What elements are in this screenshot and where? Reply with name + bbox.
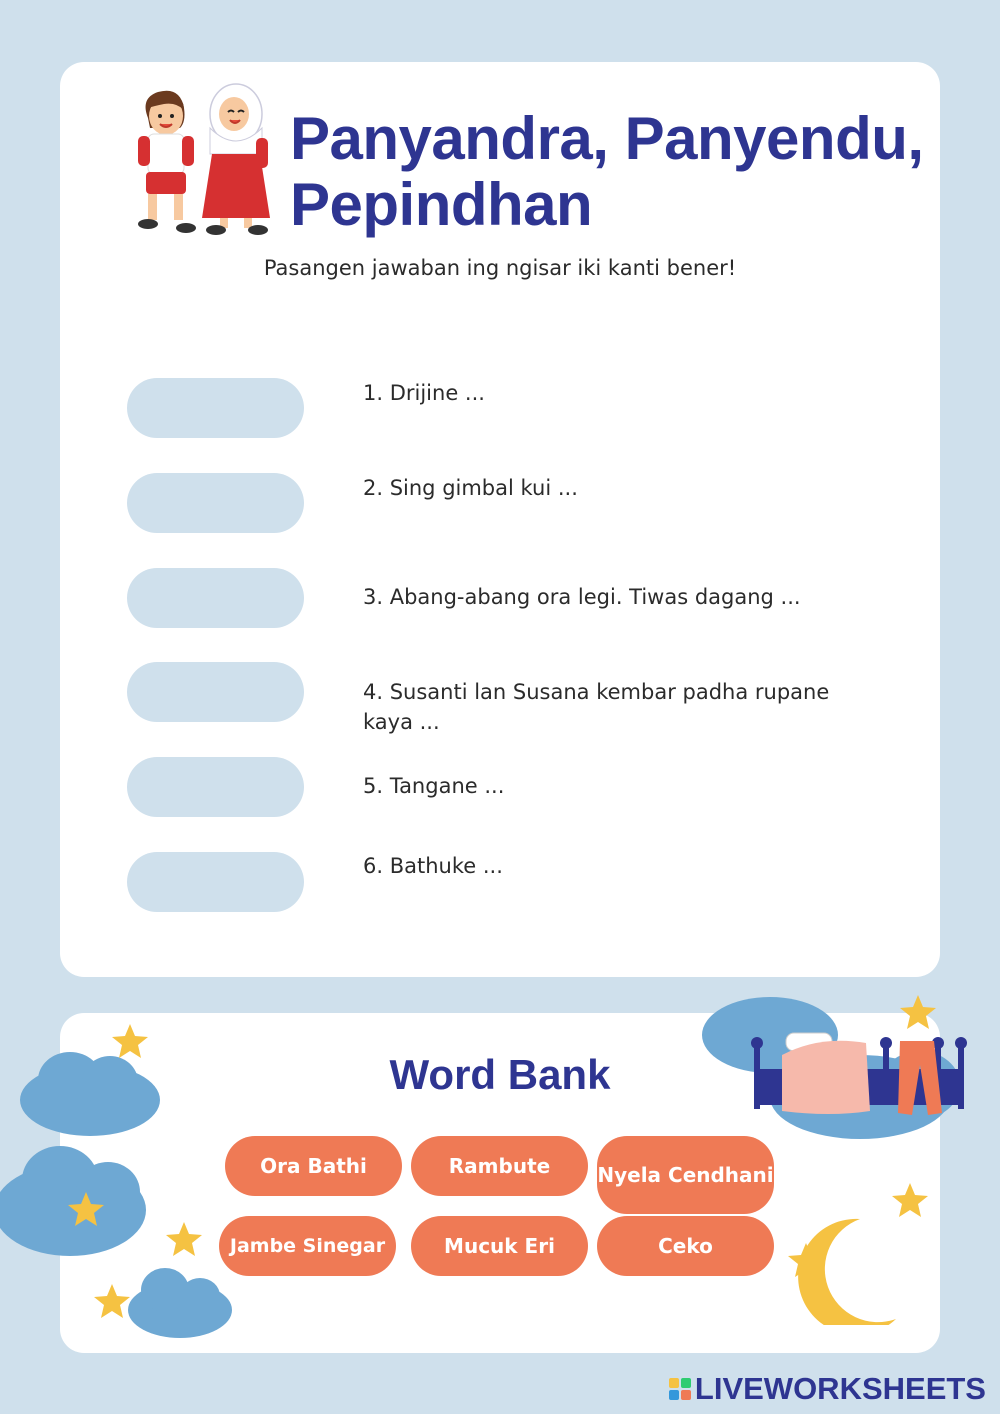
question-6: 6. Bathuke ... bbox=[363, 854, 503, 878]
star-icon bbox=[900, 995, 936, 1029]
girl-figure bbox=[202, 84, 270, 235]
star-icon bbox=[166, 1222, 202, 1256]
liveworksheets-logo-icon bbox=[669, 1378, 691, 1400]
word-chip-5[interactable]: Mucuk Eri bbox=[411, 1216, 588, 1276]
star-icon bbox=[892, 1183, 928, 1217]
liveworksheets-logo[interactable] bbox=[669, 1371, 986, 1407]
answer-input-6[interactable] bbox=[127, 852, 304, 912]
answer-input-5[interactable] bbox=[127, 757, 304, 817]
footer-brand-text: LIVEWORKSHEETS bbox=[694, 1371, 986, 1406]
word-bank-title: Word Bank bbox=[389, 1051, 611, 1098]
word-chip-6[interactable]: Ceko bbox=[597, 1216, 774, 1276]
question-5: 5. Tangane ... bbox=[363, 774, 505, 798]
boy-figure bbox=[138, 91, 196, 233]
cloud-icon bbox=[0, 1146, 146, 1256]
word-chip-3[interactable]: Nyela Cendhani bbox=[597, 1136, 774, 1214]
school-kids-illustration bbox=[120, 78, 280, 240]
star-icon bbox=[94, 1284, 130, 1318]
moon-icon bbox=[798, 1219, 896, 1325]
question-1: 1. Drijine ... bbox=[363, 381, 485, 405]
word-chip-4[interactable]: Jambe Sinegar bbox=[219, 1216, 396, 1276]
word-chip-2[interactable]: Rambute bbox=[411, 1136, 588, 1196]
word-chip-1[interactable]: Ora Bathi bbox=[225, 1136, 402, 1196]
answer-input-4[interactable] bbox=[127, 662, 304, 722]
question-2: 2. Sing gimbal kui ... bbox=[363, 476, 578, 500]
answer-input-1[interactable] bbox=[127, 378, 304, 438]
cloud-icon bbox=[128, 1268, 232, 1338]
instruction-text: Pasangen jawaban ing ngisar iki kanti bener! bbox=[263, 256, 737, 280]
question-4: 4. Susanti lan Susana kembar padha rupane kaya ... bbox=[363, 680, 830, 734]
page-title: Panyandra, Panyendu, Pepindhan bbox=[290, 105, 924, 238]
answer-input-3[interactable] bbox=[127, 568, 304, 628]
answer-input-2[interactable] bbox=[127, 473, 304, 533]
question-3: 3. Abang-abang ora legi. Tiwas dagang ... bbox=[363, 585, 801, 609]
